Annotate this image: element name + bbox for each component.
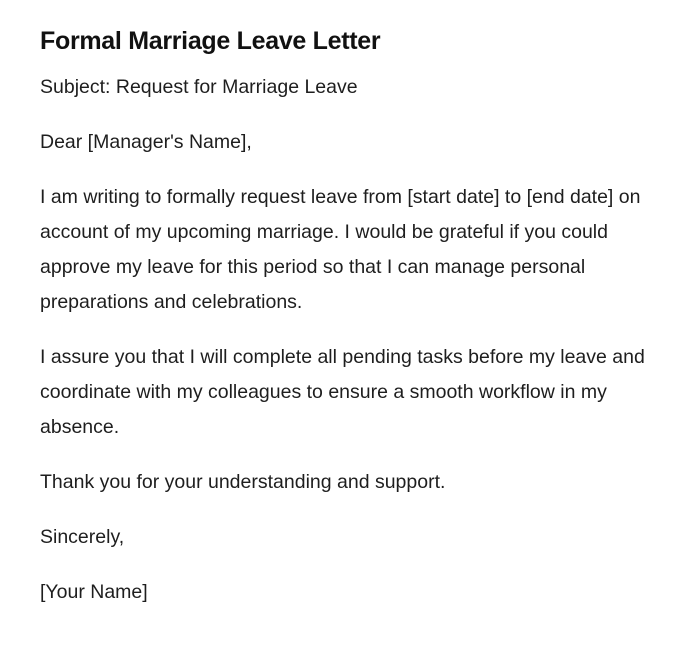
letter-signature: [Your Name]: [40, 581, 148, 603]
letter-subject: Subject: Request for Marriage Leave: [40, 76, 358, 98]
letter-closing: Sincerely,: [40, 526, 125, 548]
letter-body-paragraph-2: I assure you that I will complete all pending tasks before my leave and coordinate with my colleagues to ensure a smooth workflow in my absence.: [40, 346, 645, 438]
letter-title: Formal Marriage Leave Letter: [40, 27, 381, 55]
letter-body-paragraph-1: I am writing to formally request leave from [start date] to [end date] on account of my upcoming marriage. I would be grateful if you could approve my leave for this period so that I can manage personal preparations and celebrations.: [40, 186, 641, 313]
letter-body-paragraph-3: Thank you for your understanding and support.: [40, 471, 446, 493]
letter-salutation: Dear [Manager's Name],: [40, 131, 252, 153]
